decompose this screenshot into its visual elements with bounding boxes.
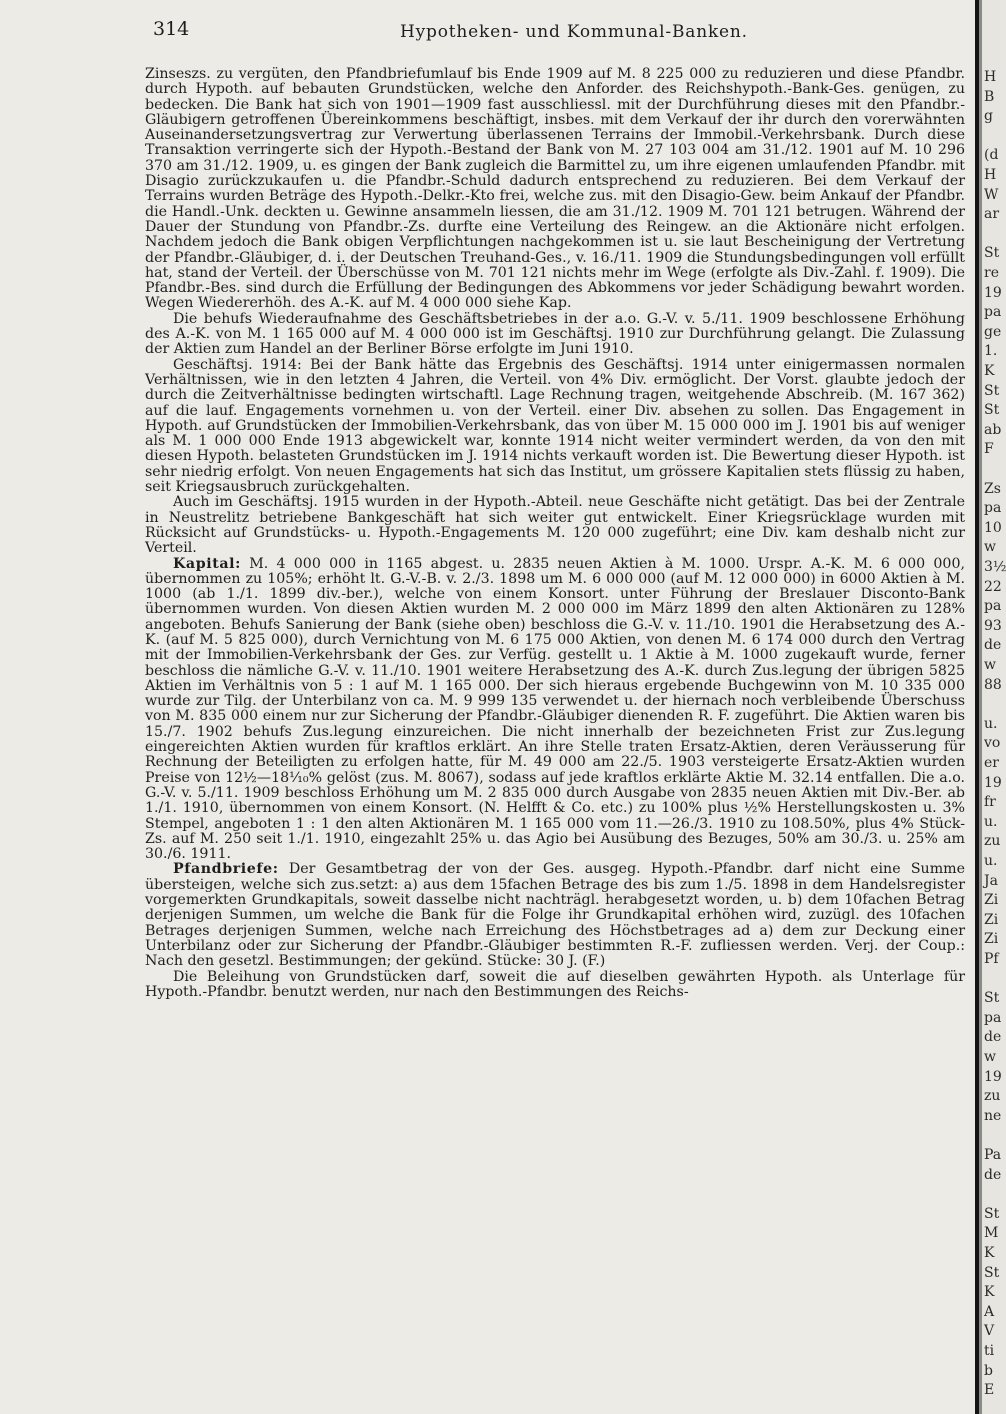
adjacent-fragment: Pa xyxy=(984,1147,1002,1163)
paragraph-intro: Zinseszs. zu vergüten, den Pfandbriefumlauf bis Ende 1909 auf M. 8 225 000 zu reduzieren und diese Pfandbr. durch Hypoth. auf bebauten Grundstücken, welche den Anforder. des Reichshypoth.-Bank-Ges. genügen, zu bedecken. Die Bank hat sich von 1901—1909 fast ausschliessl. mit der Durchführung dieses mit den Pfandbr.-Gläubigern getroffenen Übereinkommens beschäftigt, insbes. mit dem Verkauf der ihr durch den vorerwähnten Auseinandersetzungsvertrag zur Verwertung überlassenen Terrains der Immobil.-Verkehrsbank. Durch diese Transaktion verringerte sich der Hypoth.-Bestand der Bank von M. 27 103 004 am 31./12. 1901 auf M. 10 296 370 am 31./12. 1909, u. es gingen der Bank zugleich die Barmittel zu, um ihre eigenen umlaufenden Pfandbr. mit Disagio zurückzukaufen u. die Pfandbr.-Schuld dadurch entsprechend zu reduzieren. Bei dem Verkauf der Terrains wurden Beträge des Hypoth.-Delkr.-Kto frei, welche zus. mit den Disagio-Gew. beim Ankauf der Pfandbr. die Handl.-Unk. deckten u. Gewinne ansammeln liessen, die am 31./12. 1909 M. 701 121 betrugen. Während der Dauer der Stundung von Pfandbr.-Zs. durfte eine Verteilung des Reingew. an die Aktionäre nicht erfolgen. Nachdem jedoch die Bank obigen Verpflichtungen nachgekommen ist u. sie laut Bescheinigung der Vertretung der Pfandbr.-Gläubiger, d. i. der Deutschen Treuhand-Ges., v. 16./11. 1909 die Stundungsbedingungen voll erfüllt hat, stand der Verteil. der Überschüsse von M. 701 121 nichts mehr im Wege (erfolgte als Div.-Zahl. f. 1909). Die Pfandbr.-Bes. sind durch die Erfüllung der Bedingungen des Abkommens vor jeder Schädigung bewahrt worden. Wegen Wiedererhöh. des A.-K. auf M. 4 000 000 siehe Kap. xyxy=(145,66,965,312)
adjacent-fragment: St xyxy=(984,1205,1000,1222)
adjacent-fragment: W xyxy=(984,186,999,203)
adjacent-fragment: Pf xyxy=(984,951,999,967)
adjacent-fragment: St xyxy=(984,1264,1000,1281)
adjacent-fragment: B xyxy=(984,88,995,105)
adjacent-fragment: St xyxy=(984,402,1000,419)
adjacent-fragment: ar xyxy=(984,206,1000,223)
adjacent-fragment: St xyxy=(984,382,1000,399)
adjacent-fragment: w xyxy=(984,539,996,556)
adjacent-fragment: er xyxy=(984,755,999,771)
adjacent-fragment: de xyxy=(984,637,1002,654)
adjacent-fragment: 93 xyxy=(984,617,1002,634)
adjacent-fragment: K xyxy=(984,1284,995,1301)
adjacent-fragment: Zi xyxy=(984,931,999,948)
adjacent-fragment: ge xyxy=(984,323,1002,340)
adjacent-fragment: St xyxy=(984,990,1000,1007)
adjacent-fragment: E xyxy=(984,1382,995,1399)
section-lead-pfandbriefe: Pfandbriefe: xyxy=(173,861,279,878)
adjacent-fragment: u. xyxy=(984,813,998,830)
section-lead-kapital: Kapital: xyxy=(173,555,242,572)
adjacent-fragment: Zs xyxy=(984,480,1001,497)
page-header xyxy=(0,14,975,44)
adjacent-fragment: K xyxy=(984,1245,995,1261)
adjacent-fragment: u. xyxy=(984,853,998,869)
adjacent-fragment: ti xyxy=(984,1343,995,1359)
paragraph-wiederaufnahme: Die behufs Wiederaufnahme des Geschäftsbetriebes in der a.o. G.-V. v. 5./11. 1909 beschlossene Erhöhung des A.-K. von M. 1 165 000 auf M. 4 000 000 ist im Geschäftsj. 1910 zur Durchführung gelangt. Die Zulassung der Aktien zum Handel an der Berliner Börse erfolgte im Juni 1910. xyxy=(145,310,965,358)
paragraph-geschaeftsjahr-1915: Auch im Geschäftsj. 1915 wurden in der Hypoth.-Abteil. neue Geschäfte nicht getätigt. Das bei der Zentrale in Neustrelitz betriebene Bankgeschäft hat sich weiter gut entwickelt. Einer Kriegsrücklage wurden mit Rücksicht auf Grundstücks- u. Hypoth.-Engagements M. 120 000 zugeführt; eine Div. kam deshalb nicht zur Verteil. xyxy=(145,494,965,557)
adjacent-fragment: 19 xyxy=(984,284,1002,301)
adjacent-fragment: w xyxy=(984,1049,996,1065)
paragraph-geschaeftsjahr-1914: Geschäftsj. 1914: Bei der Bank hätte das Ergebnis des Geschäftsj. 1914 unter einigermassen normalen Verhältnissen, wie in den letzten 4 Jahren, die Verteil. von 4% Div. ermöglicht. Der Vorst. glaubte jedoch der durch die Zeitverhältnisse bedingten wirtschaftl. Lage Rechnung tragen, weitgehende Abschreib. (M. 167 362) auf die lauf. Engagements vornehmen u. von der Verteil. einer Div. absehen zu sollen. Das Engagement in Hypoth. auf Grundstücken der Immobilien-Verkehrsbank, das von über M. 15 000 000 im J. 1901 bis auf weniger als M. 1 000 000 Ende 1913 abgewickelt war, konnte 1914 nicht weiter vermindert werden, da von den mit diesen Hypoth. belasteten Grundstücken im J. 1914 nichts verkauft worden ist. Die Bewertung dieser Hypoth. ist sehr niedrig erfolgt. Von neuen Engagements hat sich das Institut, um grössere Kapitalien stets flüssig zu haben, seit Kriegsausbruch zurückgehalten. xyxy=(145,356,965,496)
adjacent-fragment: zu xyxy=(984,1088,1001,1105)
adjacent-fragment: 1. xyxy=(984,343,998,360)
adjacent-fragment: H xyxy=(984,167,997,183)
adjacent-fragment: pa xyxy=(984,1009,1002,1026)
adjacent-fragment: Ja xyxy=(984,872,998,889)
adjacent-fragment: zu xyxy=(984,833,1001,850)
adjacent-fragment: St xyxy=(984,245,1000,262)
adjacent-fragment: (d xyxy=(984,147,999,164)
adjacent-fragment: re xyxy=(984,265,999,281)
adjacent-fragment: 3½ xyxy=(984,559,1006,575)
adjacent-fragment: fr xyxy=(984,794,996,811)
adjacent-fragment: b xyxy=(984,1362,993,1379)
adjacent-fragment: pa xyxy=(984,598,1002,615)
adjacent-fragment: w xyxy=(984,657,996,673)
adjacent-fragment: pa xyxy=(984,304,1002,321)
adjacent-fragment: A xyxy=(984,1303,995,1320)
adjacent-fragment: g xyxy=(984,108,993,125)
adjacent-fragment: de xyxy=(984,1029,1002,1046)
adjacent-fragment: 22 xyxy=(984,578,1002,595)
adjacent-fragment: V xyxy=(984,1323,995,1340)
paragraph-pfandbriefe: Pfandbriefe: Der Gesamtbetrag der von der Ges. ausgeg. Hypoth.-Pfandbr. darf nicht eine Summe übersteigen, welche sich zus.setzt: a) aus dem 15fachen Betrage des bis zum 1./5. 1898 in dem Handelsregister vorgemerkten Grundkapitals, soweit dasselbe nicht nachträgl. herabgesetzt worden, u. b) dem 10fachen Betrag derjenigen Summen, um welche die Bank für die Folge ihr Grundkapital erhöhen wird, zuzügl. des 10fachen Betrages derjenigen Summen, welche nach Erreichung des Höchstbetrages ad a) dem zur Deckung einer Unterbilanz oder zur Sicherung der Pfandbr.-Gläubiger bestimmten R.-F. zufliessen werden. Verj. der Coup.: Nach den gesetzl. Bestimmungen; der gekünd. Stücke: 30 J. (F.) xyxy=(145,861,965,970)
body-text xyxy=(145,67,965,1000)
paragraph-beleihung: Die Beleihung von Grundstücken darf, soweit die auf dieselben gewährten Hypoth. als Unterlage für Hypoth.-Pfandbr. benutzt werden, nur nach den Bestimmungen des Reichs- xyxy=(145,968,965,1000)
adjacent-fragment: 19 xyxy=(984,1068,1002,1085)
adjacent-fragment: vo xyxy=(984,735,1001,752)
adjacent-fragment: H xyxy=(984,69,997,85)
adjacent-page-fragment xyxy=(982,0,1006,1414)
adjacent-fragment: Zi xyxy=(984,911,999,928)
adjacent-fragment: ne xyxy=(984,1107,1002,1124)
paragraph-kapital: Kapital: M. 4 000 000 in 1165 abgest. u. 2835 neuen Aktien à M. 1000. Urspr. A.-K. M. 6 000 000, übernommen zu 105%; erhöht lt. G.-V.-B. v. 2./3. 1898 um M. 6 000 000 (auf M. 12 000 000) in 6000 Aktien à M. 1000 (ab 1./1. 1899 div.-ber.), welche von einem Konsort. unter Führung der Breslauer Disconto-Bank übernommen wurden. Von diesen Aktien wurden M. 2 000 000 im März 1899 den alten Aktionären zu 128% angeboten. Behufs Sanierung der Bank (siehe oben) beschloss die G.-V. v. 11./10. 1901 die Herabsetzung des A.-K. (auf M. 5 825 000), durch Vernichtung von M. 6 175 000 Aktien, von denen M. 6 174 000 durch den Vertrag mit der Immobilien-Verkehrsbank der Ges. zur Verfüg. gestellt u. 1 Aktie à M. 1000 zugekauft wurde, ferner beschloss die nämliche G.-V. v. 11./10. 1901 weitere Herabsetzung des A.-K. durch Zus.legung der übrigen 5825 Aktien im Verhältnis von 5 : 1 auf M. 1 165 000. Der sich hieraus ergebende Buchgewinn von M. 10 335 000 wurde zur Tilg. der Unterbilanz von ca. M. 9 999 135 verwendet u. der hiernach noch verbleibende Überschuss von M. 835 000 einem nur zur Sicherung der Pfandbr.-Gläubiger dienenden R. F. zugeführt. Die Aktien waren bis 15./7. 1902 behufs Zus.legung einzureichen. Die nicht innerhalb der bezeichneten Frist zur Zus.legung eingereichten Aktien wurden für kraftlos erklärt. An ihre Stelle traten Ersatz-Aktien, deren Veräusserung für Rechnung der Beteiligten zu erfolgen hatte, für M. 49 000 am 22./5. 1903 versteigerte Ersatz-Aktien wurden Preise von 12½—18⅟₁₀% gelöst (zus. M. 8067), sodass auf jede kraftlos erklärte Aktie M. 32.14 entfallen. Die a.o. G.-V. v. 5./11. 1909 beschloss Erhöhung um M. 2 835 000 durch Ausgabe von 2835 neuen Aktien mit Div.-Ber. ab 1./1. 1910, übernommen von einem Konsort. (N. Helfft & Co. etc.) zu 100% plus ½% Herstellungskosten u. 3% Stempel, angeboten 1 : 1 den alten Aktionären M. 1 165 000 vom 11.—26./3. 1910 zu 108.50%, plus 4% Stück-Zs. auf M. 250 seit 1./1. 1910, eingezahlt 25% u. das Agio bei Ausübung des Bezuges, 50% am 30./3. u. 25% am 30./6. 1911. xyxy=(145,555,965,863)
adjacent-fragment: 88 xyxy=(984,676,1002,693)
adjacent-fragment: Zi xyxy=(984,892,999,909)
adjacent-fragment: 19 xyxy=(984,774,1002,791)
page-number: 314 xyxy=(153,18,190,40)
adjacent-fragment: u. xyxy=(984,715,998,732)
adjacent-fragment: M xyxy=(984,1225,999,1242)
adjacent-fragment: 10 xyxy=(984,519,1002,536)
adjacent-fragment: pa xyxy=(984,500,1002,517)
adjacent-fragment: ab xyxy=(984,421,1002,438)
adjacent-fragment: de xyxy=(984,1166,1002,1183)
running-head: Hypotheken- und Kommunal-Banken. xyxy=(400,22,748,42)
adjacent-fragment: F xyxy=(984,441,994,458)
adjacent-fragment: K xyxy=(984,363,995,379)
